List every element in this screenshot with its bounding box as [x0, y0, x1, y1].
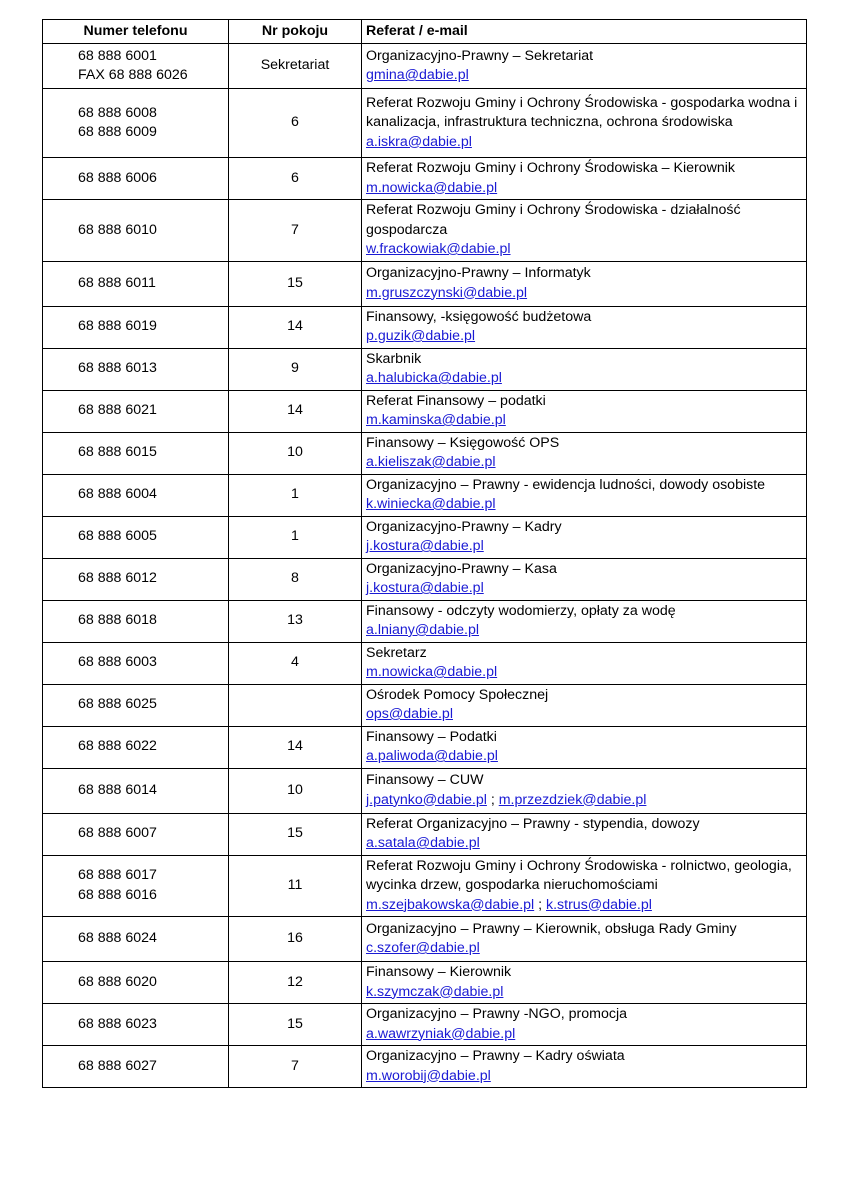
table-row [43, 962, 807, 1004]
email-link[interactable]: m.worobij@dabie.pl [366, 1067, 491, 1084]
header-room: Nr pokoju [229, 20, 362, 44]
email-link[interactable]: a.satala@dabie.pl [366, 835, 480, 851]
email-link[interactable]: c.szofer@dabie.pl [366, 940, 480, 956]
table-row [43, 1004, 807, 1046]
phone-cell [43, 306, 229, 348]
department-cell [362, 200, 807, 262]
department-cell [362, 558, 807, 600]
table-row [43, 642, 807, 684]
email-line [366, 1067, 802, 1087]
email-link[interactable]: m.kaminska@dabie.pl [366, 412, 506, 428]
email-link[interactable]: a.halubicka@dabie.pl [366, 370, 502, 386]
phone-number: 68 888 6019 [78, 318, 157, 335]
room-cell: Sekretariat [229, 44, 362, 89]
phone-number: 68 888 6012 [78, 570, 157, 587]
email-line [366, 284, 802, 304]
email-link[interactable]: p.guzik@dabie.pl [366, 328, 476, 344]
department-name: Sekretarz [366, 644, 427, 661]
table-row [43, 558, 807, 600]
email-link[interactable]: w.frackowiak@dabie.pl [366, 241, 511, 257]
phone-number: 68 888 6006 [78, 169, 157, 186]
department-name: Finansowy – CUW [366, 772, 484, 788]
email-link[interactable]: k.szymczak@dabie.pl [366, 983, 504, 1000]
email-line [366, 369, 802, 389]
room-cell: 4 [229, 642, 362, 684]
department-cell [362, 516, 807, 558]
phone-cell [43, 726, 229, 768]
phone-number: 68 888 6003 [78, 654, 157, 671]
department-name: Organizacyjno-Prawny – Kadry [366, 518, 562, 535]
email-line [366, 133, 802, 153]
room-cell: 10 [229, 432, 362, 474]
phone-cell [43, 600, 229, 642]
email-link[interactable]: a.kieliszak@dabie.pl [366, 454, 496, 470]
phone-number: 68 888 6022 [78, 738, 157, 755]
email-line [366, 240, 802, 260]
phone-number: 68 888 6010 [78, 221, 157, 238]
department-name: Referat Rozwoju Gminy i Ochrony Środowiska – Kierownik [366, 160, 736, 176]
email-line [366, 939, 802, 959]
department-name: Referat Organizacyjno – Prawny - stypendia, dowozy [366, 815, 700, 832]
table-row [43, 200, 807, 262]
email-link[interactable]: a.wawrzyniak@dabie.pl [366, 1025, 516, 1042]
email-link[interactable]: m.przezdziek@dabie.pl [498, 791, 647, 808]
email-link[interactable]: gmina@dabie.pl [366, 67, 469, 83]
phone-cell [43, 432, 229, 474]
room-cell: 1 [229, 474, 362, 516]
room-cell: 12 [229, 962, 362, 1004]
phone-cell [43, 158, 229, 200]
email-link[interactable]: a.paliwoda@dabie.pl [366, 748, 498, 764]
table-row [43, 516, 807, 558]
contact-table [42, 19, 807, 1088]
table-row [43, 1046, 807, 1088]
email-link[interactable]: m.szejbakowska@dabie.pl [366, 896, 535, 913]
phone-number: 68 888 6020 [78, 973, 157, 990]
phone-cell [43, 516, 229, 558]
department-cell [362, 813, 807, 855]
department-name: Organizacyjno-Prawny – Informatyk [366, 265, 591, 281]
department-name: Referat Finansowy – podatki [366, 392, 546, 409]
phone-number: 68 888 6027 [78, 1057, 157, 1074]
department-cell [362, 1004, 807, 1046]
department-name: Finansowy - odczyty wodomierzy, opłaty za wodę [366, 602, 676, 619]
room-cell [229, 684, 362, 726]
department-cell [362, 600, 807, 642]
table-row [43, 432, 807, 474]
phone-number: 68 888 6017 [78, 867, 157, 884]
table-row [43, 390, 807, 432]
email-link[interactable]: m.nowicka@dabie.pl [366, 664, 498, 680]
room-cell: 9 [229, 348, 362, 390]
department-cell [362, 768, 807, 813]
email-line [366, 179, 802, 199]
email-line [366, 537, 802, 557]
email-line [366, 705, 802, 725]
phone-cell [43, 684, 229, 726]
phone-number: 68 888 6005 [78, 528, 157, 545]
department-cell [362, 474, 807, 516]
department-name: Referat Rozwoju Gminy i Ochrony Środowiska - gospodarka wodna i kanalizacja, infrastruktura techniczna, ochrona środowiska [366, 94, 798, 131]
department-cell [362, 684, 807, 726]
email-line [366, 983, 802, 1003]
department-name: Organizacyjno – Prawny - ewidencja ludności, dowody osobiste [366, 476, 766, 493]
department-name: Referat Rozwoju Gminy i Ochrony Środowiska - rolnictwo, geologia, wycinka drzew, gospodarka nieruchomościami [366, 857, 792, 893]
room-cell: 6 [229, 89, 362, 158]
email-link[interactable]: m.gruszczynski@dabie.pl [366, 284, 528, 301]
phone-cell [43, 1046, 229, 1088]
department-name: Finansowy – Kierownik [366, 964, 512, 980]
phone-cell [43, 558, 229, 600]
department-cell [362, 348, 807, 390]
table-row [43, 158, 807, 200]
table-row [43, 684, 807, 726]
room-cell: 15 [229, 1004, 362, 1046]
room-cell: 14 [229, 726, 362, 768]
email-line [366, 1025, 802, 1045]
room-cell: 16 [229, 917, 362, 962]
phone-number: 68 888 6008 [78, 104, 157, 121]
email-line [366, 495, 802, 515]
room-cell: 15 [229, 261, 362, 306]
department-cell [362, 917, 807, 962]
table-row [43, 917, 807, 962]
department-cell [362, 158, 807, 200]
room-cell: 6 [229, 158, 362, 200]
department-cell [362, 1046, 807, 1088]
phone-cell [43, 855, 229, 917]
table-row [43, 768, 807, 813]
phone-number: FAX 68 888 6026 [78, 67, 188, 83]
room-cell: 15 [229, 813, 362, 855]
table-row [43, 89, 807, 158]
department-name: Organizacyjno-Prawny – Sekretariat [366, 47, 594, 64]
phone-cell [43, 768, 229, 813]
phone-cell [43, 200, 229, 262]
department-cell [362, 642, 807, 684]
email-line [366, 621, 802, 641]
room-cell: 8 [229, 558, 362, 600]
department-name: Finansowy, -księgowość budżetowa [366, 308, 592, 325]
email-link[interactable]: j.kostura@dabie.pl [366, 580, 484, 596]
table-row [43, 474, 807, 516]
department-cell [362, 306, 807, 348]
phone-cell [43, 261, 229, 306]
department-cell [362, 390, 807, 432]
table-body [43, 44, 807, 1088]
phone-cell [43, 642, 229, 684]
department-name: Organizacyjno-Prawny – Kasa [366, 560, 557, 577]
department-name: Finansowy – Księgowość OPS [366, 434, 560, 451]
table-row [43, 726, 807, 768]
department-name: Referat Rozwoju Gminy i Ochrony Środowiska - działalność gospodarcza [366, 202, 741, 238]
email-line [366, 747, 802, 767]
email-line [366, 453, 802, 473]
email-link[interactable]: k.winiecka@dabie.pl [366, 496, 496, 512]
phone-number: 68 888 6009 [78, 124, 157, 140]
email-line [366, 834, 802, 854]
header-dept: Referat / e-mail [362, 20, 807, 44]
room-cell: 13 [229, 600, 362, 642]
email-line [366, 579, 802, 599]
email-line [366, 791, 802, 811]
department-cell [362, 855, 807, 917]
phone-cell [43, 917, 229, 962]
table-row [43, 855, 807, 917]
email-line [366, 327, 802, 347]
email-separator: ; [534, 896, 547, 913]
phone-cell [43, 390, 229, 432]
room-cell: 11 [229, 855, 362, 917]
department-cell [362, 89, 807, 158]
phone-cell [43, 348, 229, 390]
email-line [366, 66, 802, 86]
email-link[interactable]: m.nowicka@dabie.pl [366, 179, 498, 196]
phone-number: 68 888 6015 [78, 444, 157, 461]
table-header-row [43, 20, 807, 44]
table-row [43, 261, 807, 306]
department-name: Organizacyjno – Prawny – Kadry oświata [366, 1048, 625, 1064]
phone-number: 68 888 6013 [78, 360, 157, 377]
phone-number: 68 888 6001 [78, 47, 157, 64]
phone-cell [43, 813, 229, 855]
phone-number: 68 888 6024 [78, 930, 157, 947]
email-link[interactable]: j.kostura@dabie.pl [366, 538, 484, 554]
department-cell [362, 261, 807, 306]
table-row [43, 306, 807, 348]
department-cell [362, 726, 807, 768]
phone-number: 68 888 6007 [78, 825, 157, 842]
department-cell [362, 44, 807, 89]
department-cell [362, 432, 807, 474]
phone-number: 68 888 6018 [78, 612, 157, 629]
room-cell: 1 [229, 516, 362, 558]
room-cell: 7 [229, 1046, 362, 1088]
table-row [43, 44, 807, 89]
phone-number: 68 888 6021 [78, 402, 157, 419]
table-row [43, 813, 807, 855]
department-name: Ośrodek Pomocy Społecznej [366, 686, 549, 703]
department-name: Organizacyjno – Prawny – Kierownik, obsługa Rady Gminy [366, 920, 737, 937]
department-name: Skarbnik [366, 350, 422, 367]
table-row [43, 600, 807, 642]
email-separator: ; [486, 791, 499, 808]
email-link[interactable]: k.strus@dabie.pl [546, 896, 652, 913]
phone-cell [43, 44, 229, 89]
email-line [366, 663, 802, 683]
phone-cell [43, 89, 229, 158]
email-line [366, 411, 802, 431]
department-cell [362, 962, 807, 1004]
email-link[interactable]: a.iskra@dabie.pl [366, 133, 472, 150]
email-line [366, 896, 802, 916]
email-link[interactable]: j.patynko@dabie.pl [366, 791, 487, 808]
phone-cell [43, 1004, 229, 1046]
department-name: Finansowy – Podatki [366, 728, 497, 745]
department-name: Organizacyjno – Prawny -NGO, promocja [366, 1006, 627, 1022]
phone-number: 68 888 6014 [78, 781, 157, 798]
room-cell: 7 [229, 200, 362, 262]
phone-number: 68 888 6004 [78, 486, 157, 503]
phone-number: 68 888 6025 [78, 696, 157, 713]
phone-number: 68 888 6011 [78, 274, 156, 291]
table-row [43, 348, 807, 390]
room-cell: 14 [229, 306, 362, 348]
header-phone: Numer telefonu [43, 20, 229, 44]
email-link[interactable]: a.lniany@dabie.pl [366, 622, 480, 638]
room-cell: 14 [229, 390, 362, 432]
phone-cell [43, 474, 229, 516]
email-link[interactable]: ops@dabie.pl [366, 706, 453, 722]
phone-number: 68 888 6016 [78, 886, 157, 903]
phone-number: 68 888 6023 [78, 1015, 157, 1032]
phone-cell [43, 962, 229, 1004]
room-cell: 10 [229, 768, 362, 813]
